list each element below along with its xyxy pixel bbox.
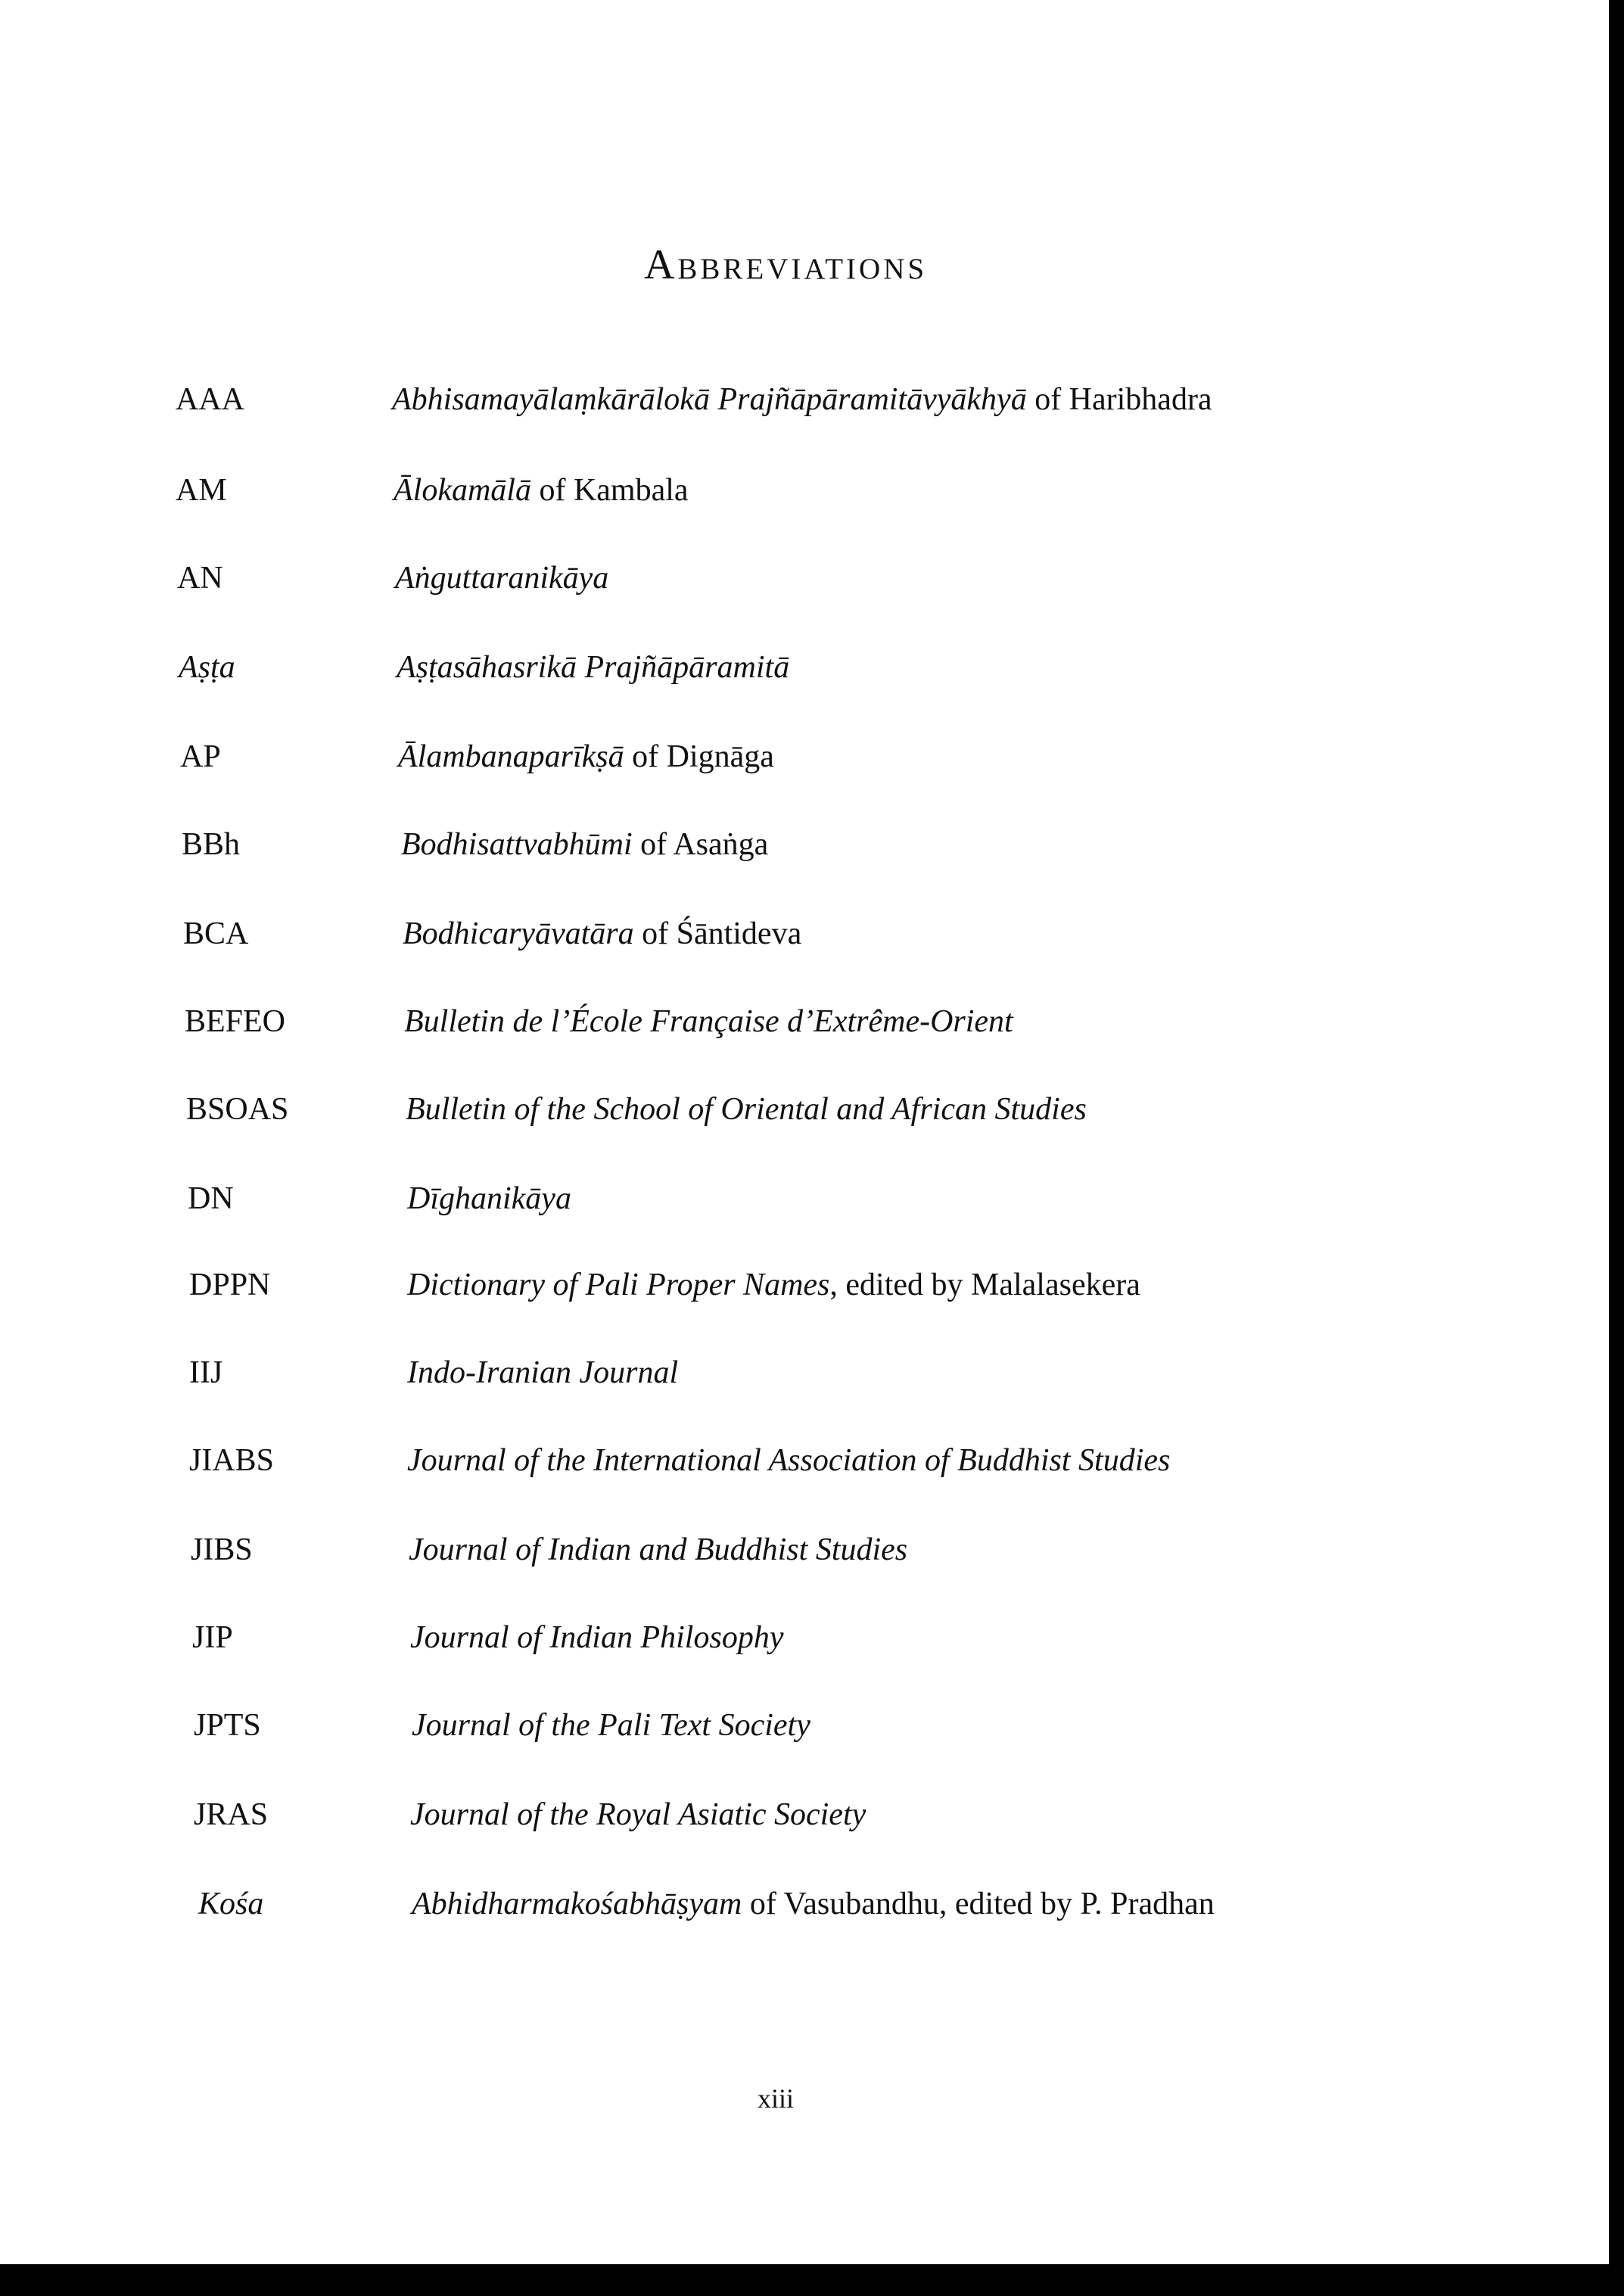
definition-detail: of Kambala xyxy=(530,473,689,508)
abbreviation-term: BEFEO xyxy=(185,1004,286,1039)
abbreviation-term: BBh xyxy=(182,827,241,862)
abbreviation-term: DN xyxy=(188,1181,234,1216)
work-title: Dīghanikāya xyxy=(407,1181,571,1216)
page-title: Abbreviations xyxy=(643,241,928,288)
abbreviation-term: IIJ xyxy=(189,1355,223,1390)
abbreviation-definition xyxy=(410,1615,783,1660)
work-title: Bodhicaryāvatāra xyxy=(403,916,634,951)
page-number: xiii xyxy=(757,2083,794,2114)
abbreviation-definition xyxy=(407,1438,1170,1483)
abbreviation-term: JIABS xyxy=(189,1443,275,1478)
abbreviation-term: Aṣṭa xyxy=(179,650,235,685)
abbreviation-term: BCA xyxy=(183,916,249,951)
abbreviation-definition xyxy=(410,1792,866,1837)
abbreviation-term: JPTS xyxy=(194,1708,261,1743)
abbreviation-term: AAA xyxy=(176,382,244,417)
abbreviation-definition xyxy=(397,645,789,690)
abbreviation-definition xyxy=(412,1881,1215,1927)
abbreviation-definition xyxy=(407,1176,571,1221)
abbreviation-definition xyxy=(395,555,608,601)
abbreviation-definition xyxy=(403,911,801,957)
abbreviation-definition xyxy=(398,734,774,779)
abbreviation-definition xyxy=(406,1087,1087,1132)
work-title: Journal of Indian Philosophy xyxy=(410,1620,784,1655)
work-title: Aṣṭasāhasrikā Prajñāpāramitā xyxy=(397,650,790,685)
work-title: Ālokamālā xyxy=(394,473,531,508)
work-title: Ālambanaparīkṣā xyxy=(398,739,624,774)
abbreviation-term: AM xyxy=(176,473,227,508)
abbreviation-term: JRAS xyxy=(194,1797,269,1832)
work-title: Indo-Iranian Journal xyxy=(407,1355,679,1390)
abbreviation-definition xyxy=(412,1703,810,1748)
abbreviation-definition xyxy=(407,1350,678,1395)
abbreviation-definition xyxy=(392,377,1212,422)
work-title: Journal of the Royal Asiatic Society xyxy=(410,1797,866,1832)
abbreviation-term: AN xyxy=(177,561,223,596)
work-title: Bulletin de l’École Française d’Extrême-Orient xyxy=(404,1004,1013,1039)
abbreviation-definition xyxy=(394,468,689,513)
abbreviation-definition xyxy=(404,999,1013,1044)
abbreviation-term: JIBS xyxy=(191,1532,253,1567)
work-title: Bulletin of the School of Oriental and African Studies xyxy=(406,1092,1087,1127)
abbreviation-term: JIP xyxy=(192,1620,233,1655)
work-title: Bodhisattvabhūmi xyxy=(401,827,633,862)
definition-detail: of Śāntideva xyxy=(633,916,802,951)
work-title: Journal of the International Association of Buddhist Studies xyxy=(407,1443,1171,1478)
abbreviation-term: Kośa xyxy=(198,1887,264,1921)
work-title: Dictionary of Pali Proper Names xyxy=(407,1268,830,1302)
abbreviation-term: DPPN xyxy=(189,1268,271,1302)
work-title: Aṅguttaranikāya xyxy=(395,561,609,596)
abbreviation-definition xyxy=(401,822,768,867)
work-title: Abhidharmakośabhāṣyam xyxy=(412,1887,742,1921)
work-title: Abhisamayālaṃkārālokā Prajñāpāramitāvyākhyā xyxy=(392,382,1027,417)
abbreviation-definition xyxy=(409,1527,907,1573)
abbreviation-term: AP xyxy=(180,739,221,774)
definition-detail: of Haribhadra xyxy=(1026,382,1212,417)
work-title: Journal of Indian and Buddhist Studies xyxy=(409,1532,908,1567)
abbreviation-definition xyxy=(407,1262,1140,1308)
work-title: Journal of the Pali Text Society xyxy=(412,1708,810,1743)
definition-detail: of Vasubandhu, edited by P. Pradhan xyxy=(742,1887,1215,1921)
definition-detail: of Dignāga xyxy=(624,739,774,774)
definition-detail: of Asaṅga xyxy=(632,827,769,862)
definition-detail: , edited by Malalasekera xyxy=(829,1268,1140,1302)
abbreviation-term: BSOAS xyxy=(186,1092,289,1127)
